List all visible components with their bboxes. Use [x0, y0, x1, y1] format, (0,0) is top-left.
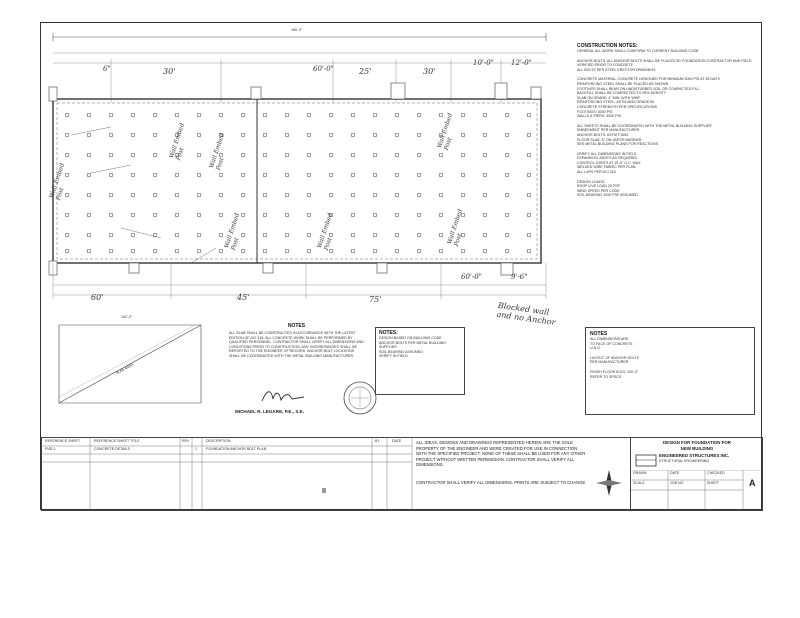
anchor-bolt-mark	[484, 214, 487, 217]
anchor-bolt-mark	[506, 250, 509, 253]
anchor-bolt-mark	[352, 134, 355, 137]
anchor-bolt-mark	[66, 194, 69, 197]
anchor-bolt-mark	[242, 114, 245, 117]
notes-block-body: ALL SLAB SHALL BE CONSTRUCTED IN ACCORDANCE WITH THE LATEST EDITION OF ACI 318. ALL CONCRETE WORK SHALL BE PERFORMED BY QUALIFIED PERSONNEL. CONTRACTOR SHALL VERIFY ALL DIMENSIONS AND CONDITIONS PRIOR TO CONSTRUCTION. ANY DISCREPANCIES SHALL BE REPORTED TO THE ENGINEER OF RECORD. ANCHOR BOLT LOCATIONS SHALL BE COORDINATED WITH THE METAL BUILDING MANUFACTURER.	[229, 331, 364, 358]
title-block	[41, 437, 763, 511]
grid-checked: CHECKED	[707, 471, 725, 475]
anchor-bolt-mark	[88, 114, 91, 117]
anchor-bolt-mark	[396, 134, 399, 137]
anchor-bolt-mark	[440, 114, 443, 117]
anchor-bolt-mark	[506, 154, 509, 157]
anchor-bolt-mark	[264, 134, 267, 137]
anchor-bolt-mark	[330, 194, 333, 197]
notes-right-line-2: U.N.O.	[590, 346, 601, 351]
anchor-bolt-mark	[374, 154, 377, 157]
anchor-bolt-mark	[308, 134, 311, 137]
drawing-sheet	[40, 22, 762, 510]
company-name: ENGINEERED STRUCTURES INC.	[659, 453, 730, 458]
anchor-bolt-mark	[462, 114, 465, 117]
notes-right-line-0: ALL DIMENSIONS ARE	[590, 337, 629, 341]
anchor-bolt-mark	[374, 234, 377, 237]
notes-small-box	[375, 327, 465, 395]
construction-notes	[577, 43, 757, 198]
anchor-bolt-mark	[88, 194, 91, 197]
anchor-bolt-mark	[440, 214, 443, 217]
dim-top-6: 10'-0"	[473, 59, 494, 67]
construction-note-16: SEE METAL BUILDING PLANS FOR REACTIONS	[577, 142, 659, 147]
anchor-bolt-mark	[352, 174, 355, 177]
anchor-bolt-mark	[374, 194, 377, 197]
anchor-bolt-mark	[88, 234, 91, 237]
construction-note-21: ALL LAPS PER ACI 318	[577, 170, 616, 175]
anchor-bolt-mark	[198, 234, 201, 237]
anchor-bolt-mark	[132, 214, 135, 217]
anchor-bolt-mark	[462, 174, 465, 177]
grid-sheet: SHEET	[707, 481, 719, 485]
anchor-bolt-mark	[374, 214, 377, 217]
anchor-bolt-mark	[198, 250, 201, 253]
anchor-bolt-mark	[308, 174, 311, 177]
anchor-bolt-mark	[286, 114, 289, 117]
anchor-bolt-mark	[242, 174, 245, 177]
ref-header-title: REFERENCE SHEET TITLE	[94, 439, 140, 443]
anchor-bolt-mark	[528, 214, 531, 217]
anchor-bolt-mark	[198, 134, 201, 137]
construction-note-14: ANCHOR BOLTS: ASTM F1554	[577, 132, 629, 137]
anchor-bolt-mark	[484, 154, 487, 157]
construction-note-0: GENERAL ALL WORK SHALL CONFORM TO CURRENT BUILDING CODE	[577, 49, 699, 53]
construction-note-11: WALLS & PIERS: 3000 PSI	[577, 114, 622, 119]
grid-date: DATE	[670, 471, 680, 475]
anchor-bolt-mark	[396, 174, 399, 177]
anchor-bolt-mark	[528, 234, 531, 237]
anchor-bolt-mark	[484, 234, 487, 237]
anchor-bolt-mark	[440, 194, 443, 197]
dim-bottom-5: 9'-6"	[511, 273, 528, 281]
construction-note-3: CONCRETE MATERIAL: CONCRETE DESIGNED FOR MINIMUM 3000 PSI AT 28 DAYS	[577, 77, 720, 82]
anchor-bolt-mark	[88, 134, 91, 137]
anchor-bolt-mark	[110, 194, 113, 197]
notes-small-line-3: VERIFY IN FIELD	[379, 354, 408, 359]
notes-small-line-1: ANCHOR BOLTS PER METAL BUILDING SUPPLIER	[379, 340, 447, 350]
anchor-bolt-mark	[242, 194, 245, 197]
anchor-bolt-mark	[154, 134, 157, 137]
dim-top-7: 12'-0"	[511, 59, 532, 67]
anchor-bolt-mark	[418, 114, 421, 117]
anchor-bolt-mark	[528, 174, 531, 177]
grid-drawn: DRAWN	[633, 471, 647, 475]
anchor-bolt-mark	[154, 174, 157, 177]
anchor-bolt-mark	[506, 234, 509, 237]
ref-row-desc: FOUNDATION ANCHOR BOLT PLAN	[206, 447, 267, 451]
anchor-bolt-mark	[396, 250, 399, 253]
construction-note-20: WELDED WIRE FABRIC PER PLAN	[577, 165, 636, 170]
anchor-bolt-mark	[176, 194, 179, 197]
notes-right-heading: NOTES	[590, 331, 608, 337]
construction-note-13: EMBEDMENT PER MANUFACTURER	[577, 128, 640, 133]
anchor-bolt-mark	[396, 154, 399, 157]
anchor-bolt-mark	[154, 250, 157, 253]
construction-note-1: ANCHOR BOLTS: ALL ANCHOR BOLTS SHALL BE PLACED BY FOUNDATION CONTRACTOR AND FIELD VERIFIED PRIOR TO CONCRETE	[577, 58, 752, 68]
engineer-seal	[341, 379, 379, 417]
signature-name: MICHAEL R. LEGARE, P.E., S.E.	[235, 409, 305, 414]
anchor-bolt-mark	[308, 250, 311, 253]
anchor-bolt-mark	[286, 174, 289, 177]
anchor-bolt-mark	[418, 234, 421, 237]
anchor-bolt-mark	[264, 114, 267, 117]
anchor-bolt-mark	[286, 194, 289, 197]
construction-note-5: FOOTINGS SHALL BEAR ON UNDISTURBED SOIL OR COMPACTED FILL	[577, 86, 700, 91]
notes-block-heading: NOTES	[287, 323, 306, 329]
construction-note-7: SLAB ON GRADE: 4" MIN. WITH WWF	[577, 95, 641, 100]
anchor-bolt-mark	[330, 114, 333, 117]
anchor-bolt-mark	[132, 134, 135, 137]
dim-top-3: 60'-0"	[313, 65, 334, 73]
anchor-bolt-mark	[110, 234, 113, 237]
ref-header-sheet: REFERENCE SHEET	[45, 439, 81, 443]
anchor-bolt-mark	[198, 174, 201, 177]
anchor-bolt-mark	[308, 234, 311, 237]
anchor-bolt-mark	[264, 154, 267, 157]
anchor-bolt-mark	[418, 154, 421, 157]
anchor-bolt-mark	[352, 214, 355, 217]
notes-right-box	[585, 327, 755, 415]
construction-note-4: REINFORCING STEEL SHALL BE PLACED AS SHOWN	[577, 81, 669, 86]
anchor-bolt-mark	[352, 234, 355, 237]
notes-small-list	[379, 336, 464, 359]
anchor-bolt-mark	[264, 214, 267, 217]
grid-scale: SCALE	[633, 481, 645, 485]
anchor-bolt-mark	[176, 250, 179, 253]
anchor-bolt-mark	[66, 154, 69, 157]
project-box	[630, 438, 763, 510]
anchor-bolt-mark	[396, 234, 399, 237]
anchor-bolt-mark	[440, 174, 443, 177]
foundation-plan	[41, 23, 581, 323]
anchor-bolt-mark	[396, 114, 399, 117]
anchor-bolt-mark	[330, 154, 333, 157]
anchor-bolt-mark	[66, 234, 69, 237]
anchor-bolt-mark	[352, 114, 355, 117]
anchor-bolt-mark	[154, 154, 157, 157]
anchor-bolt-mark	[220, 194, 223, 197]
handwritten-note-2: Wall Embed Post	[208, 132, 227, 172]
construction-note-9: CONCRETE STRENGTH PER SPECIFICATIONS	[577, 104, 658, 109]
dim-top-2: 30'	[163, 67, 176, 76]
project-title: DESIGN FOR FOUNDATION FOR	[663, 440, 731, 445]
anchor-bolt-mark	[440, 250, 443, 253]
anchor-bolt-mark	[418, 194, 421, 197]
anchor-bolt-mark	[528, 134, 531, 137]
anchor-bolt-mark	[176, 234, 179, 237]
anchor-bolt-mark	[242, 250, 245, 253]
notes-right-line-4: PER MANUFACTURER	[590, 360, 629, 365]
anchor-bolt-mark	[264, 174, 267, 177]
anchor-bolt-mark	[484, 134, 487, 137]
anchor-bolt-mark	[132, 250, 135, 253]
anchor-bolt-mark	[198, 114, 201, 117]
construction-note-23: ROOF LIVE LOAD 20 PSF	[577, 184, 620, 189]
anchor-bolt-mark	[462, 134, 465, 137]
title-grid-lines	[631, 470, 763, 510]
rev-header-by: BY	[375, 439, 380, 443]
anchor-bolt-mark	[220, 214, 223, 217]
anchor-bolt-mark	[220, 174, 223, 177]
construction-note-17: VERIFY ALL DIMENSIONS IN FIELD	[577, 151, 637, 156]
anchor-bolt-mark	[330, 174, 333, 177]
anchor-bolt-mark	[110, 214, 113, 217]
anchor-bolt-mark	[220, 234, 223, 237]
anchor-bolt-mark	[198, 154, 201, 157]
anchor-bolt-mark	[220, 250, 223, 253]
dim-top-1: 6"	[103, 65, 111, 73]
notes-right-line-3: LAYOUT OF ANCHOR BOLTS	[590, 355, 639, 360]
construction-note-22: DESIGN LOADS:	[577, 179, 605, 184]
construction-note-2: ALL BOLTS PER STEEL ERECTOR DRAWINGS	[577, 67, 656, 72]
notes-small-line-0: DESIGN BASED ON BUILDING CODE	[379, 336, 442, 340]
anchor-bolt-mark	[528, 194, 531, 197]
anchor-bolt-mark	[132, 234, 135, 237]
anchor-bolt-mark	[264, 250, 267, 253]
construction-note-12: ALL SHEETS SHALL BE COORDINATED WITH THE METAL BUILDING SUPPLIER	[577, 123, 712, 128]
anchor-bolt-mark	[286, 250, 289, 253]
anchor-bolt-mark	[374, 174, 377, 177]
project-subtitle: NEW BUILDING	[680, 445, 714, 451]
anchor-bolt-mark	[66, 134, 69, 137]
notes-small-line-2: SOIL BEARING ASSUMED	[379, 349, 423, 354]
anchor-bolt-mark	[176, 174, 179, 177]
anchor-bolt-mark	[528, 250, 531, 253]
anchor-bolt-mark	[154, 214, 157, 217]
dim-bottom-2: 45'	[237, 293, 250, 302]
anchor-bolt-mark	[132, 174, 135, 177]
company-subtitle: STRUCTURAL ENGINEERING	[659, 459, 710, 463]
anchor-bolt-mark	[66, 250, 69, 253]
anchor-bolt-mark	[264, 234, 267, 237]
anchor-bolt-mark	[88, 214, 91, 217]
anchor-bolt-mark	[440, 154, 443, 157]
anchor-bolt-mark	[440, 234, 443, 237]
dim-top-5: 30'	[423, 67, 436, 76]
construction-note-25: SOIL BEARING 2000 PSF ASSUMED	[577, 193, 638, 198]
notes-block	[229, 323, 364, 359]
ref-header-desc: DESCRIPTION	[206, 439, 231, 443]
rev-header-date: DATE	[392, 439, 402, 443]
anchor-bolt-mark	[484, 114, 487, 117]
anchor-bolt-mark	[176, 114, 179, 117]
anchor-bolt-mark	[88, 174, 91, 177]
construction-note-18: EXPANSION JOINTS AS REQUIRED	[577, 156, 638, 161]
slab-detail-dim: 102'-0"	[121, 315, 133, 319]
grid-jobno: JOB NO	[670, 481, 684, 485]
dim-bottom-4: 60'-0"	[461, 273, 482, 281]
notes-right-list	[590, 337, 754, 379]
anchor-bolt-mark	[506, 174, 509, 177]
notes-small-heading: NOTES:	[379, 330, 398, 336]
dim-bottom-1: 60'	[91, 293, 104, 302]
construction-notes-list	[577, 49, 757, 198]
anchor-bolt-mark	[176, 214, 179, 217]
anchor-bolt-mark	[154, 114, 157, 117]
handwritten-note-6: Wall Embed Post	[446, 208, 465, 248]
anchor-bolt-mark	[110, 154, 113, 157]
notes-right-line-5: FINISH FLOOR ELEV. 100'-0"	[590, 369, 639, 374]
anchor-bolt-mark	[198, 214, 201, 217]
anchor-bolt-mark	[462, 250, 465, 253]
anchor-bolt-mark	[286, 234, 289, 237]
ref-row-sheet: FND-1	[45, 447, 56, 451]
anchor-bolt-mark	[88, 154, 91, 157]
construction-note-10: FOOTINGS: 3000 PSI	[577, 109, 613, 114]
anchor-bolt-mark	[330, 134, 333, 137]
anchor-bolt-mark	[528, 154, 531, 157]
notes-right-line-1: TO FACE OF CONCRETE	[590, 341, 633, 346]
anchor-bolt-mark	[286, 214, 289, 217]
construction-note-19: CONTROL JOINTS AT 15'-0" O.C. MAX	[577, 160, 641, 165]
construction-note-24: WIND SPEED PER CODE	[577, 188, 620, 193]
anchor-bolt-mark	[352, 154, 355, 157]
anchor-bolt-mark	[308, 114, 311, 117]
anchor-bolt-mark	[374, 114, 377, 117]
copyright-text-2: CONTRACTOR SHALL VERIFY ALL DIMENSIONS. PRINTS ARE SUBJECT TO CHANGE	[416, 480, 586, 485]
anchor-bolt-mark	[484, 250, 487, 253]
anchor-bolt-mark	[330, 250, 333, 253]
anchor-bolt-mark	[242, 154, 245, 157]
anchor-bolt-mark	[506, 134, 509, 137]
anchor-bolt-mark	[198, 194, 201, 197]
signature	[259, 385, 309, 407]
anchor-bolt-mark	[132, 154, 135, 157]
anchor-bolt-mark	[462, 154, 465, 157]
anchor-bolt-mark	[308, 214, 311, 217]
construction-notes-heading: CONSTRUCTION NOTES:	[577, 43, 638, 49]
sheet-number: A	[749, 478, 756, 488]
anchor-bolt-mark	[286, 154, 289, 157]
anchor-bolt-mark	[352, 194, 355, 197]
dim-top-4: 25'	[359, 67, 372, 76]
anchor-bolt-mark	[484, 194, 487, 197]
anchor-bolt-mark	[308, 154, 311, 157]
construction-note-6: BACKFILL SHALL BE COMPACTED TO 95% DENSITY	[577, 91, 667, 96]
anchor-bolt-mark	[110, 134, 113, 137]
overall-dimension: 180'-0"	[291, 28, 303, 32]
handwritten-note-1: Wall Embed Post	[168, 122, 187, 162]
construction-note-8: REINFORCING STEEL: ASTM A615 GRADE 60	[577, 100, 655, 105]
anchor-bolt-mark	[66, 114, 69, 117]
anchor-bolt-mark	[154, 194, 157, 197]
anchor-bolt-mark	[110, 114, 113, 117]
anchor-bolt-mark	[506, 194, 509, 197]
anchor-bolt-mark	[220, 114, 223, 117]
anchor-bolt-mark	[418, 250, 421, 253]
slab-detail-label: SLAB AREA	[115, 362, 135, 376]
notes-right-line-6: REFER TO SPECS	[590, 374, 622, 379]
handwritten-note-3: Wall Embed Post	[436, 112, 455, 152]
ref-header-rev: REV	[182, 439, 190, 443]
anchor-bolt-mark	[110, 174, 113, 177]
north-arrow-icon	[594, 468, 624, 498]
anchor-bolt-mark	[242, 134, 245, 137]
anchor-bolt-mark	[506, 114, 509, 117]
anchor-bolt-mark	[506, 214, 509, 217]
handwritten-note-5: Wall Embed Post	[316, 212, 335, 252]
anchor-bolt-mark	[132, 114, 135, 117]
anchor-bolt-mark	[110, 250, 113, 253]
anchor-bolt-mark	[66, 214, 69, 217]
anchor-bolt-mark	[484, 174, 487, 177]
dim-bottom-3: 75'	[369, 295, 382, 304]
anchor-bolt-mark	[264, 194, 267, 197]
anchor-bolt-mark	[396, 214, 399, 217]
anchor-bolt-mark	[286, 134, 289, 137]
ref-row-title: CONCRETE DETAILS	[94, 447, 130, 451]
anchor-bolt-mark	[308, 194, 311, 197]
anchor-bolt-mark	[374, 250, 377, 253]
handwritten-blocked-note: Blocked wall and no Anchor	[496, 300, 557, 327]
ref-row-rev: 1	[195, 447, 197, 451]
anchor-bolt-mark	[418, 134, 421, 137]
company-logo-icon	[635, 452, 657, 468]
anchor-bolt-mark	[374, 134, 377, 137]
anchor-bolt-mark	[418, 174, 421, 177]
construction-note-15: FLOOR SLAB: 5" ON VAPOR BARRIER	[577, 137, 642, 142]
anchor-bolt-mark	[132, 194, 135, 197]
anchor-bolt-mark	[418, 214, 421, 217]
anchor-bolt-mark	[352, 250, 355, 253]
anchor-bolt-mark	[528, 114, 531, 117]
copyright-text: ALL IDEAS, DESIGNS AND DRAWINGS REPRESENTED HEREIN ARE THE SOLE PROPERTY OF THE ENGINEER AND WERE CREATED FOR USE IN CONNECTION WITH THE SPECIFIED PROJECT. NONE OF THESE SHALL BE USED FOR ANY OTHER PROJECT WITHOUT WRITTEN PERMISSION. CONTRACTOR SHALL VERIFY ALL DIMENSIONS.	[416, 440, 586, 468]
handwritten-note-4: Wall Embed Post	[223, 212, 242, 252]
scan-speck	[322, 488, 326, 493]
anchor-bolt-mark	[88, 250, 91, 253]
anchor-bolt-mark	[396, 194, 399, 197]
anchor-bolt-mark	[462, 194, 465, 197]
handwritten-note-7: Wall Embed Post	[48, 162, 67, 202]
